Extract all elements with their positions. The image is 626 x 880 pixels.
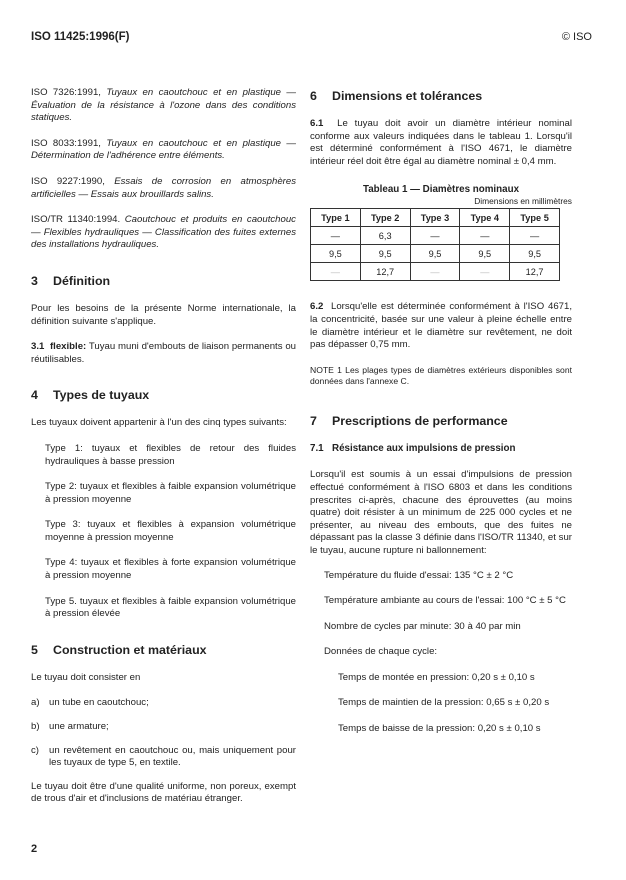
table-cell: 9,5 (460, 245, 510, 263)
section-5-intro: Le tuyau doit consister en (31, 671, 141, 683)
section-6-heading: 6 Dimensions et tolérances (310, 89, 483, 103)
list-item: a) un tube en caoutchouc; (31, 697, 149, 709)
cycle-item: Temps de montée en pression: 0,20 s ± 0,10 s (338, 671, 535, 683)
table-cell: 12,7 (510, 263, 560, 281)
condition-ambient-temperature: Température ambiante au cours de l'essai: 100 °C ± 5 °C (324, 595, 566, 607)
left-column (31, 87, 296, 819)
table-row (311, 245, 560, 263)
table-cell: — (460, 263, 510, 281)
table-1-unit: Dimensions en millimètres (474, 196, 572, 207)
table-cell: 6,3 (360, 227, 410, 245)
references-list (31, 87, 296, 252)
table-cell: — (410, 227, 460, 245)
section-4-intro: Les tuyaux doivent appartenir à l'un des cinq types suivants: (31, 417, 287, 429)
table-header-cell: Type 1 (311, 209, 361, 227)
section-7-heading: 7 Prescriptions de performance (310, 413, 508, 428)
section-5-heading: 5 Construction et matériaux (31, 642, 207, 657)
table-cell: — (460, 227, 510, 245)
section-5-outro: Le tuyau doit être d'une qualité uniforme, non poreux, exempt de trous d'air et d'inclusions de matériau étranger. (31, 780, 296, 805)
condition-fluid-temperature: Température du fluide d'essai: 135 °C ± 2 °C (324, 569, 514, 581)
copyright-mark: © ISO (561, 31, 592, 43)
table-header-cell: Type 5 (510, 209, 560, 227)
hose-type-item: Type 3: tuyaux et flexibles à expansion volumétrique moyenne à pression moyenne (45, 519, 296, 543)
table-cell: — (510, 227, 560, 245)
paragraph-7-1: Lorsqu'il est soumis à un essai d'impulsions de pression effectué conformément à l'ISO 6803 et dans les conditions prescrites ci-après, chacune des éprouvettes (au moins quatre) doit résister à un minimum de 225 000 cycles et ne présenter, au niveau des embouts, que des fuites ne dépassant pas la classe 3 définie dans l'ISO/TR 11340, et sur le tuyau, aucune rupture ni ballonnement: (310, 469, 572, 556)
table-cell: — (410, 263, 460, 281)
hose-type-item: Type 4: tuyaux et flexibles à forte expansion volumétrique à pression moyenne (45, 557, 296, 582)
cycle-item: Temps de maintien de la pression: 0,65 s ± 0,20 s (338, 697, 550, 709)
table-1-title: Tableau 1 — Diamètres nominaux (362, 184, 520, 196)
section-7-1-heading: 7.1 Résistance aux impulsions de pression (310, 442, 516, 454)
table-cell: 9,5 (311, 245, 361, 263)
hose-type-item: Type 5. tuyaux et flexibles à faible expansion volumétrique à pression élevée (45, 595, 296, 620)
construction-list (31, 697, 296, 769)
table-row (311, 263, 560, 281)
hose-type-item: Type 2: tuyaux et flexibles à faible expansion volumétrique à pression moyenne (45, 481, 296, 505)
table-cell: — (311, 227, 361, 245)
reference-item: ISO/TR 11340:1994. Caoutchouc et produits en caoutchouc — Flexibles hydrauliques — Classification des fuites externes des installations hydrauliques. (31, 214, 296, 251)
table-row (311, 227, 560, 245)
condition-cycle-rate: Nombre de cycles par minute: 30 à 40 par min (324, 620, 521, 632)
reference-item: ISO 9227:1990, Essais de corrosion en atmosphères artificielles — Essais aux brouillards salins. (31, 175, 296, 200)
test-conditions (324, 570, 572, 736)
table-1 (310, 208, 560, 281)
paragraph-6-2: 6.2 Lorsqu'elle est déterminée conformément à l'ISO 4671, la concentricité, basée sur une valeur à pleine échelle entre le diamètre intérieur et le diamètre sur revêtement, ne doit pas dépasser 0,75 mm. (310, 301, 572, 351)
note-1: NOTE 1 Les plages types de diamètres extérieurs disponibles sont données dans l'annexe C. (310, 364, 572, 387)
table-header-cell: Type 2 (360, 209, 410, 227)
section-3-heading: 3 Définition (31, 273, 111, 288)
table-cell: 12,7 (360, 263, 410, 281)
paragraph-6-1: 6.1 Le tuyau doit avoir un diamètre intérieur nominal conforme aux valeurs indiquées dans le tableau 1. Lorsqu'il est déterminé conformément à l'ISO 4671, le diamètre intérieur réel doit être égal au diamètre nominal ± 0,4 mm. (310, 118, 572, 167)
table-header-row (311, 209, 560, 227)
definition-3-1: 3.1 flexible: Tuyau muni d'embouts de liaison permanents ou réutilisables. (31, 341, 296, 365)
list-item: b) une armature; (31, 721, 109, 733)
condition-cycle-data: Données de chaque cycle: (324, 646, 438, 658)
table-header-cell: Type 3 (410, 209, 460, 227)
table-cell: — (311, 263, 361, 281)
section-4-heading: 4 Types de tuyaux (31, 388, 150, 403)
reference-item: ISO 8033:1991, Tuyaux en caoutchouc et en plastique — Détermination de l'adhérence entre éléments. (31, 137, 296, 162)
cycle-item: Temps de baisse de la pression: 0,20 s ± 0,10 s (338, 723, 541, 735)
table-cell: 9,5 (510, 245, 560, 263)
table-cell: 9,5 (360, 245, 410, 263)
reference-item: ISO 7326:1991, Tuyaux en caoutchouc et en plastique — Évaluation de la résistance à l'ozone dans des conditions statiques. (31, 87, 296, 124)
document-id: ISO 11425:1996(F) (31, 31, 130, 43)
table-header-cell: Type 4 (460, 209, 510, 227)
page-number: 2 (31, 843, 38, 855)
right-column (310, 89, 572, 749)
list-item: c) un revêtement en caoutchouc ou, mais uniquement pour les tuyaux de type 5, en textile. (31, 744, 296, 769)
hose-type-item: Type 1: tuyaux et flexibles de retour des fluides hydrauliques à basse pression (45, 442, 296, 467)
hose-types-list (45, 443, 296, 621)
section-3-intro: Pour les besoins de la présente Norme internationale, la définition suivante s'applique. (31, 302, 296, 327)
table-cell: 9,5 (410, 245, 460, 263)
cycle-data-list (338, 672, 572, 736)
